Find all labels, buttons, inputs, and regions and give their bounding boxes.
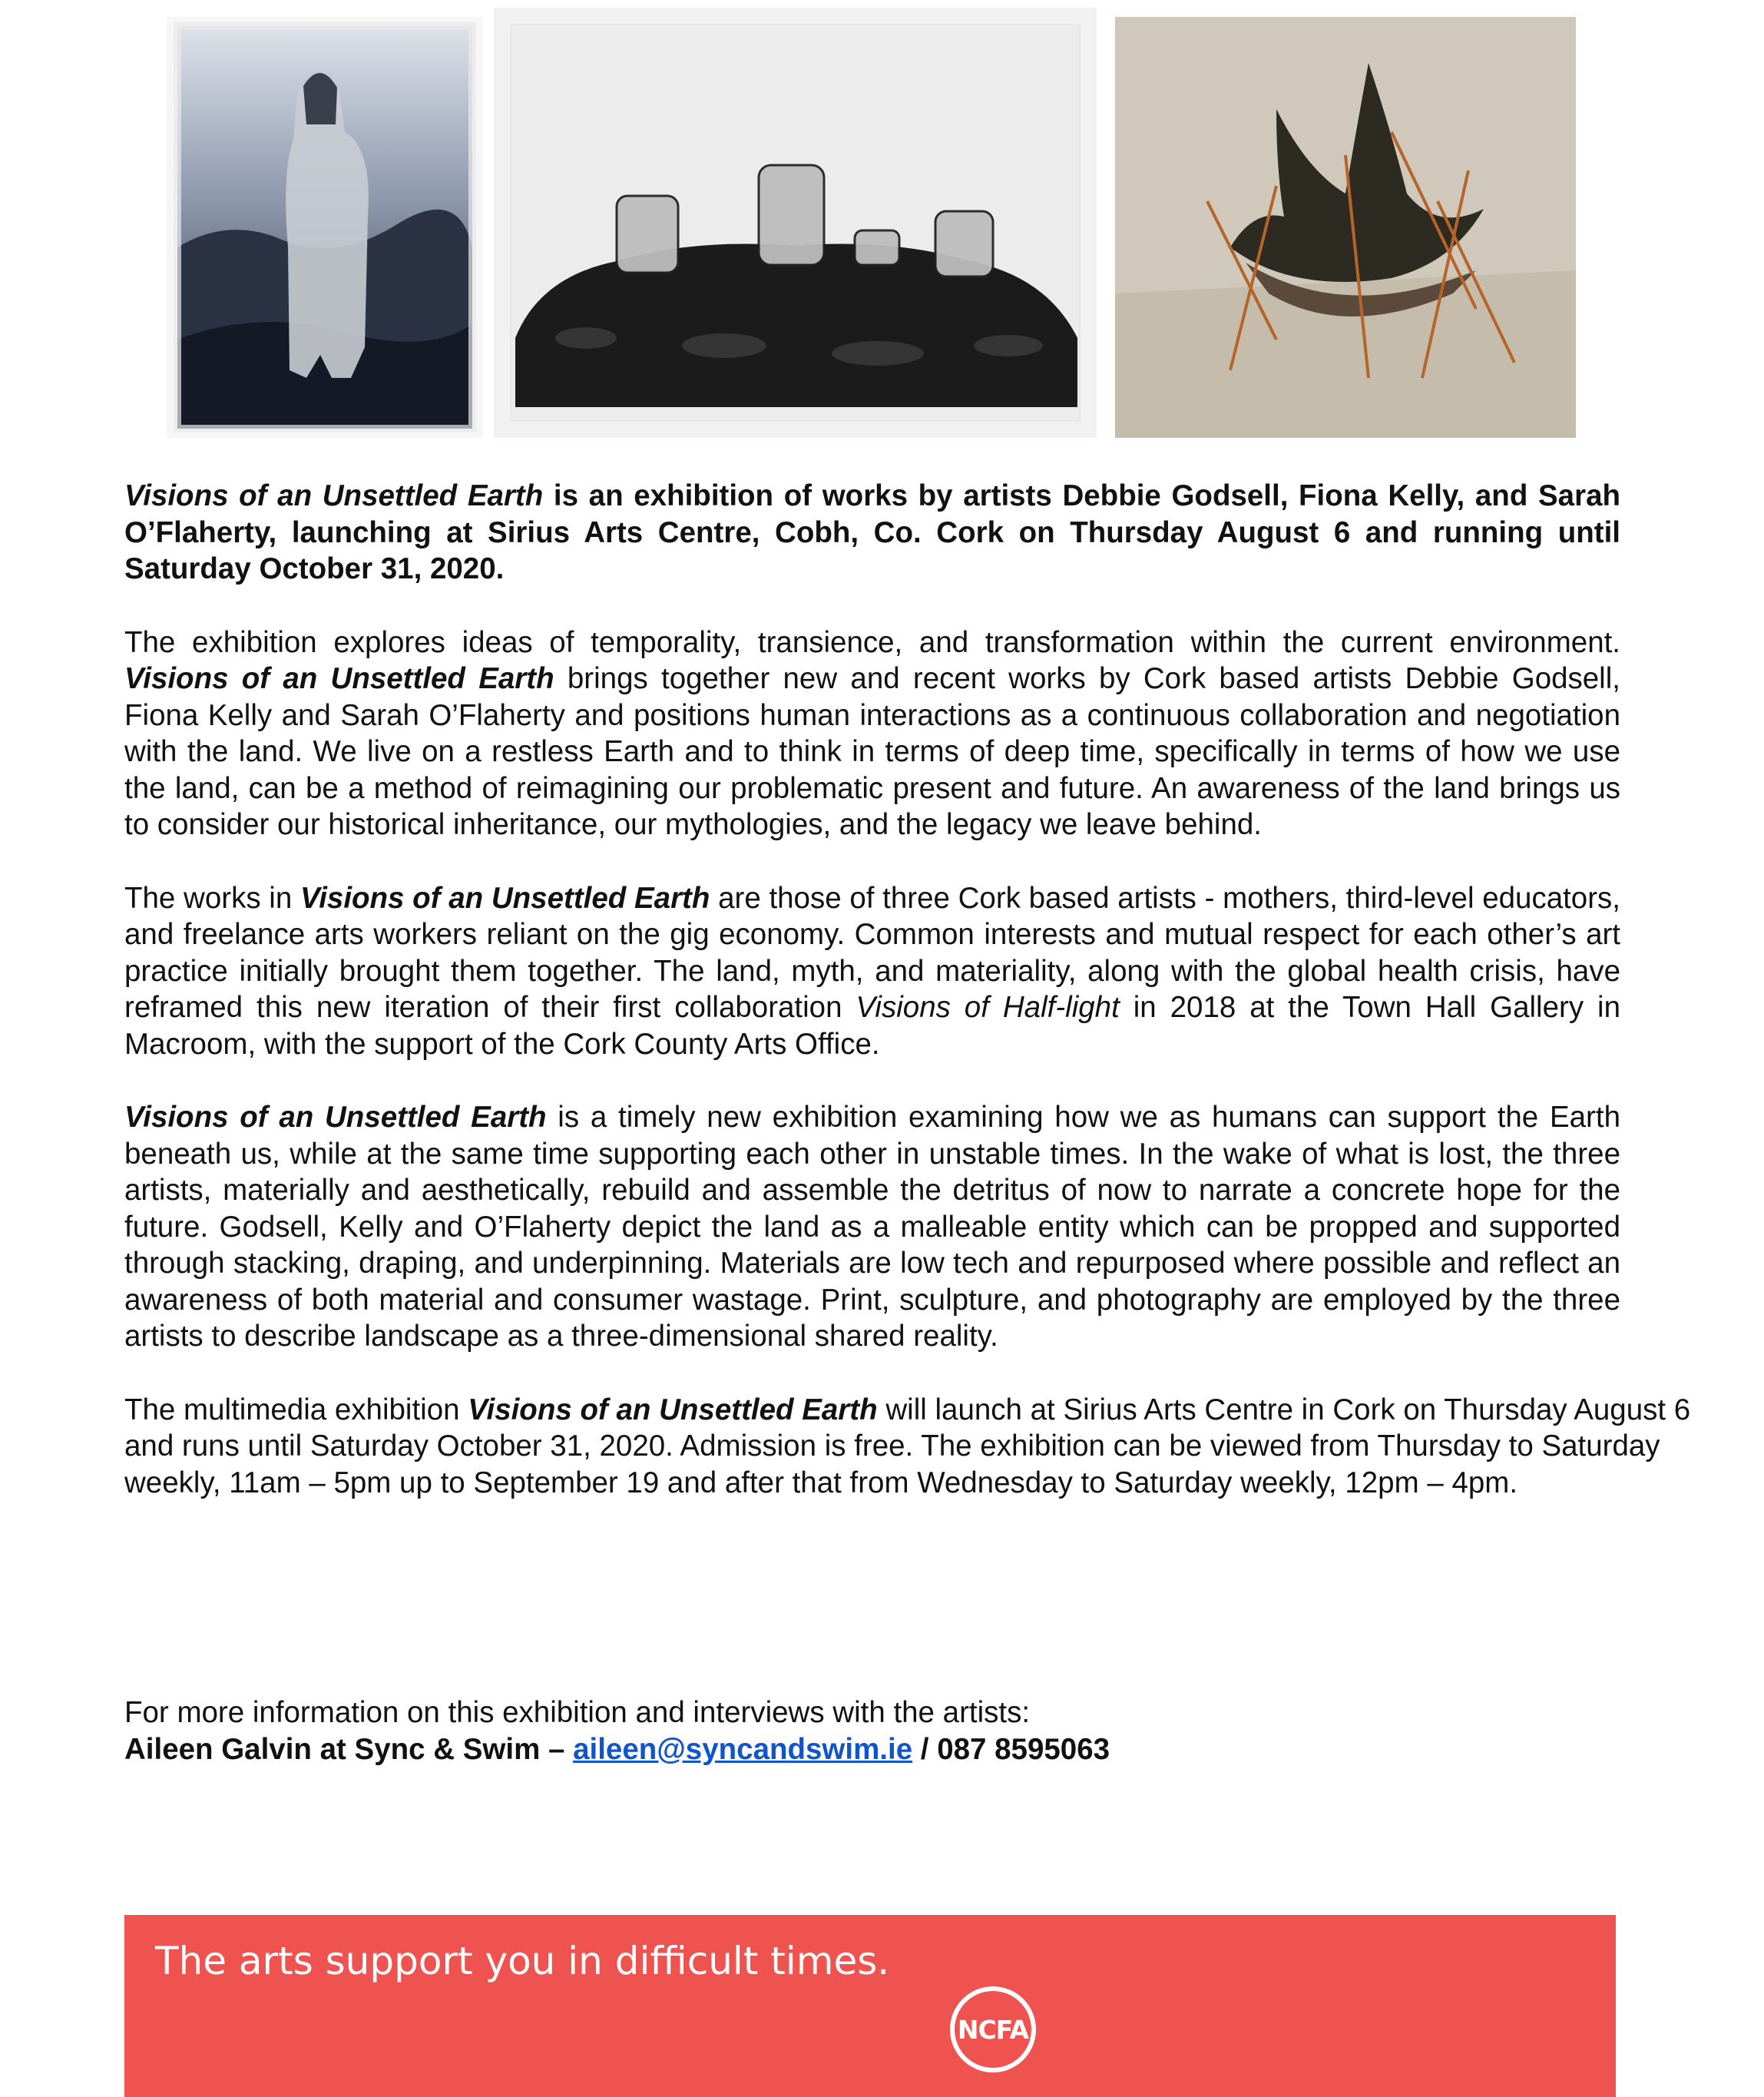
banner-tagline: The arts support you in difficult times. [155, 1939, 890, 1983]
hours-intro: The multimedia exhibition [124, 1393, 468, 1426]
paragraph-opening-hours [124, 1392, 1699, 1502]
contact-details [124, 1731, 1584, 1768]
themes-text: brings together new and recent works by Cork based artists Debbie Godsell, Fiona Kelly and Sarah O’Flaherty and positions human interactions as a continuous collaboration and negotiation with the land. We live on a restless Earth and to think in terms of deep time, specifically in terms of how we use the land, can be a method of reimagining our problematic present and future. An awareness of the land brings us to consider our historical inheritance, our mythologies, and the legacy we leave behind. [124, 662, 1620, 841]
artwork-images [0, 0, 1764, 446]
intro-text: is an exhibition of works by artists Debbie Godsell, Fiona Kelly, and Sarah O’Flaherty, launching at Sirius Arts Centre, Cobh, Co. Cork on Thursday August 6 and running until Saturday October 31, 2020. [124, 479, 1620, 585]
contact-name: Aileen Galvin at Sync & Swim – [124, 1732, 574, 1766]
exhibition-title: Visions of an Unsettled Earth [124, 479, 544, 512]
email-link[interactable]: aileen@syncandswim.ie [573, 1732, 913, 1766]
description-text: is a timely new exhibition examining how we as humans can support the Earth beneath us, while at the same time supporting each other in unstable times. In the wake of what is lost, the three artists, materially and aesthetically, rebuild and assemble the detritus of now to narrate a concrete hope for the future. Godsell, Kelly and O’Flaherty depict the land as a malleable entity which can be propped and supported through stacking, draping, and underpinning. Materials are low tech and repurposed where possible and reflect an awareness of both material and consumer wastage. Print, sculpture, and photography are employed by the three artists to describe landscape as a three-dimensional shared reality. [124, 1101, 1620, 1353]
glass-jars-on-rocks-etching-icon [494, 8, 1097, 438]
paragraph-description [124, 1099, 1620, 1355]
contact-info [124, 1694, 1584, 1767]
press-release-body [124, 478, 1691, 1538]
themes-intro: The exhibition explores ideas of temporality, transience, and transformation within the current environment. [124, 625, 1620, 659]
paragraph-themes [124, 624, 1620, 843]
ncfa-banner [124, 1915, 1616, 2097]
exhibition-title: Visions of an Unsettled Earth [300, 881, 710, 915]
intro-paragraph [124, 478, 1620, 588]
ncfa-logo-icon: NCFA [950, 1986, 1036, 2072]
wire-boat-sculpture-icon [1115, 17, 1576, 438]
artists-text: are those of three Cork based artists - mothers, third-level educators, and freelance arts workers reliant on the gig economy. Common interests and mutual respect for each other’s art practice initially brought them together. The land, myth, and materiality, along with the global health crisis, have reframed this new iteration of their first collaboration [124, 881, 1620, 1024]
paragraph-artists [124, 880, 1620, 1063]
exhibition-title: Visions of an Unsettled Earth [468, 1393, 878, 1426]
exhibition-title: Visions of an Unsettled Earth [124, 662, 554, 695]
exhibition-title: Visions of an Unsettled Earth [124, 1101, 547, 1134]
contact-line: For more information on this exhibition and interviews with the artists: [124, 1696, 1031, 1729]
contact-phone: / 087 8595063 [912, 1732, 1110, 1766]
artists-text-end: in 2018 at the Town Hall Gallery in Macroom, with the support of the Cork County Arts Office. [124, 991, 1620, 1061]
hooded-figure-photograph-icon [167, 17, 483, 438]
previous-exhibition-title: Visions of Half-light [856, 991, 1120, 1024]
hours-text: will launch at Sirius Arts Centre in Cork on Thursday August 6 and runs until Saturday October 31, 2020. Admission is free. The exhibition can be viewed from Thursday to Saturday weekly, 11am – 5pm up to September 19 and after that from Wednesday to Saturday weekly, 12pm – 4pm. [124, 1393, 1691, 1499]
artists-intro: The works in [124, 881, 300, 915]
